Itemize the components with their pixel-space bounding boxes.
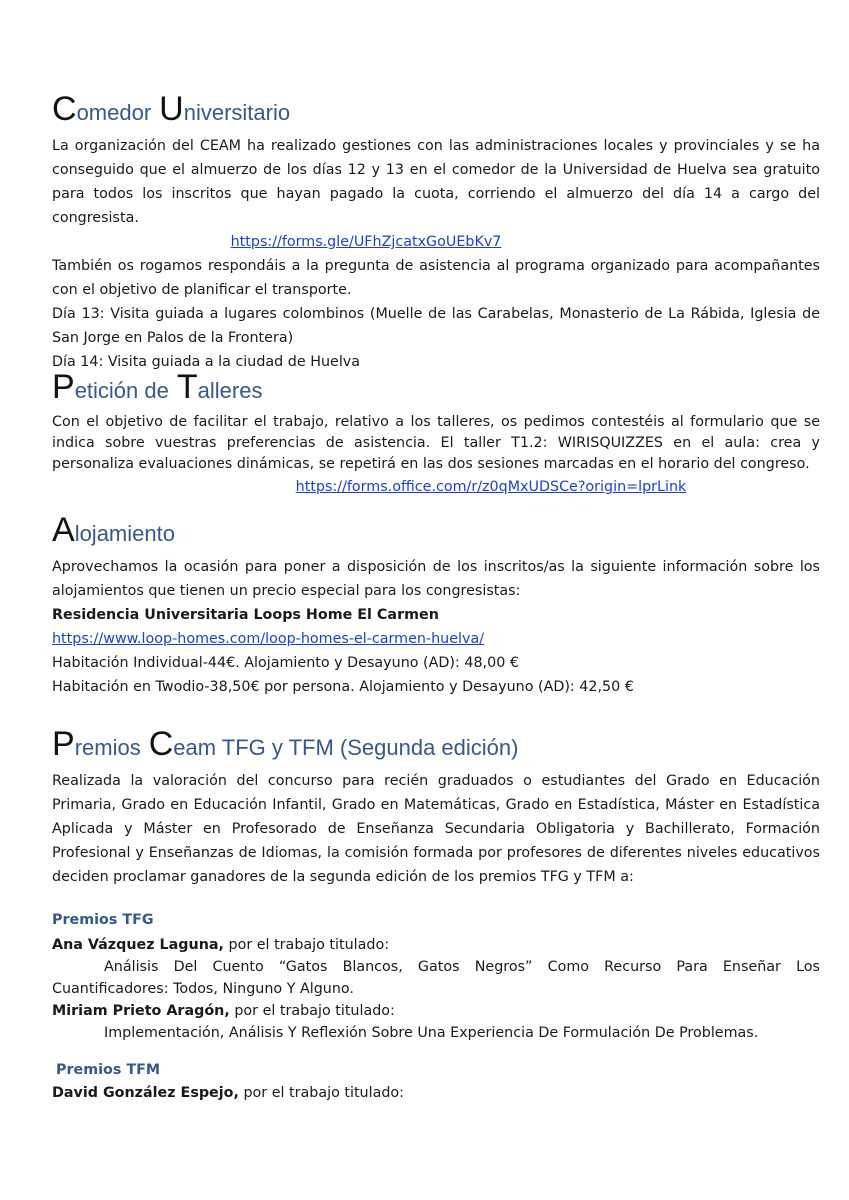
residence-name: Residencia Universitaria Loops Home El Carmen <box>52 607 439 623</box>
comedor-form-link[interactable]: https://forms.gle/UFhZjcatxGoUEbKv7 <box>230 234 502 250</box>
winner-2: Miriam Prieto Aragón, por el trabajo titulado: <box>52 1003 395 1019</box>
heading-alojamiento: A lojamiento <box>52 511 175 549</box>
winner-2-work: Implementación, Análisis Y Reflexión Sobre Una Experiencia De Formulación De Problemas. <box>104 1025 759 1041</box>
premios-tfm-block <box>52 1058 820 1104</box>
comedor-companions-paragraph: También os rogamos respondáis a la pregunta de asistencia al programa organizado para acompañantes con el objetivo de planificar el transporte. <box>52 258 820 298</box>
room-individual: Habitación Individual-44€. Alojamiento y Desayuno (AD): 48,00 € <box>52 655 519 671</box>
residence-link[interactable]: https://www.loop-homes.com/loop-homes-el-carmen-huelva/ <box>52 631 485 647</box>
heading-comedor: C omedor U niversitario <box>52 90 291 128</box>
section-alojamiento <box>52 511 820 699</box>
room-twodio: Habitación en Twodio-38,50€ por persona. Alojamiento y Desayuno (AD): 42,50 € <box>52 679 634 695</box>
premios-paragraph: Realizada la valoración del concurso para recién graduados o estudiantes del Grado en Educación Primaria, Grado en Educación Infantil, Grado en Matemáticas, Grado en Estadística, Máster en Estadística Aplicada y Máster en Profesorado de Enseñanza Secundaria Obligatoria y Bachillerato, Formación Profesional y Enseñanzas de Idiomas, la comisión formada por profesores de diferentes niveles educativos deciden proclamar ganadores de la segunda edición de los premios TFG y TFM a: <box>52 773 820 885</box>
winner-1-work: Análisis Del Cuento “Gatos Blancos, Gatos Negros” Como Recurso Para Enseñar Los Cuantificadores: Todos, Ninguno Y Alguno. <box>52 959 820 997</box>
section-comedor <box>52 90 820 374</box>
premios-tfg-block <box>52 908 820 1044</box>
alojamiento-paragraph: Aprovechamos la ocasión para poner a disposición de los inscritos/as la siguiente información sobre los alojamientos que tienen un precio especial para los congresistas: <box>52 559 820 599</box>
section-talleres <box>52 368 820 499</box>
comedor-day14: Día 14: Visita guiada a la ciudad de Huelva <box>52 354 361 370</box>
heading-talleres: P etición de T alleres <box>52 368 263 406</box>
section-premios <box>52 725 820 889</box>
premios-tfg-title: Premios TFG <box>52 912 154 928</box>
premios-tfm-title: Premios TFM <box>56 1062 161 1078</box>
comedor-paragraph: La organización del CEAM ha realizado gestiones con las administraciones locales y provinciales y se ha conseguido que el almuerzo de los días 12 y 13 en el comedor de la Universidad de Huelva sea gratuito para todos los inscritos que hayan pagado la cuota, corriendo el almuerzo del día 14 a cargo del congresista. <box>52 138 820 226</box>
winner-3: David González Espejo, por el trabajo titulado: <box>52 1085 404 1101</box>
heading-premios: P remios C eam TFG y TFM (Segunda edición) <box>52 725 519 763</box>
comedor-day13: Día 13: Visita guiada a lugares colombinos (Muelle de las Carabelas, Monasterio de La Rábida, Iglesia de San Jorge en Palos de la Frontera) <box>52 306 820 346</box>
talleres-form-link[interactable]: https://forms.office.com/r/z0qMxUDSCe?origin=lprLink <box>295 479 687 495</box>
talleres-paragraph: Con el objetivo de facilitar el trabajo, relativo a los talleres, os pedimos contestéis al formulario que se indica sobre vuestras preferencias de asistencia. El taller T1.2: WIRISQUIZZES en el aula: crea y personaliza evaluaciones dinámicas, se repetirá en las dos sesiones marcadas en el horario del congreso. <box>52 414 820 472</box>
winner-1: Ana Vázquez Laguna, por el trabajo titulado: <box>52 937 390 953</box>
